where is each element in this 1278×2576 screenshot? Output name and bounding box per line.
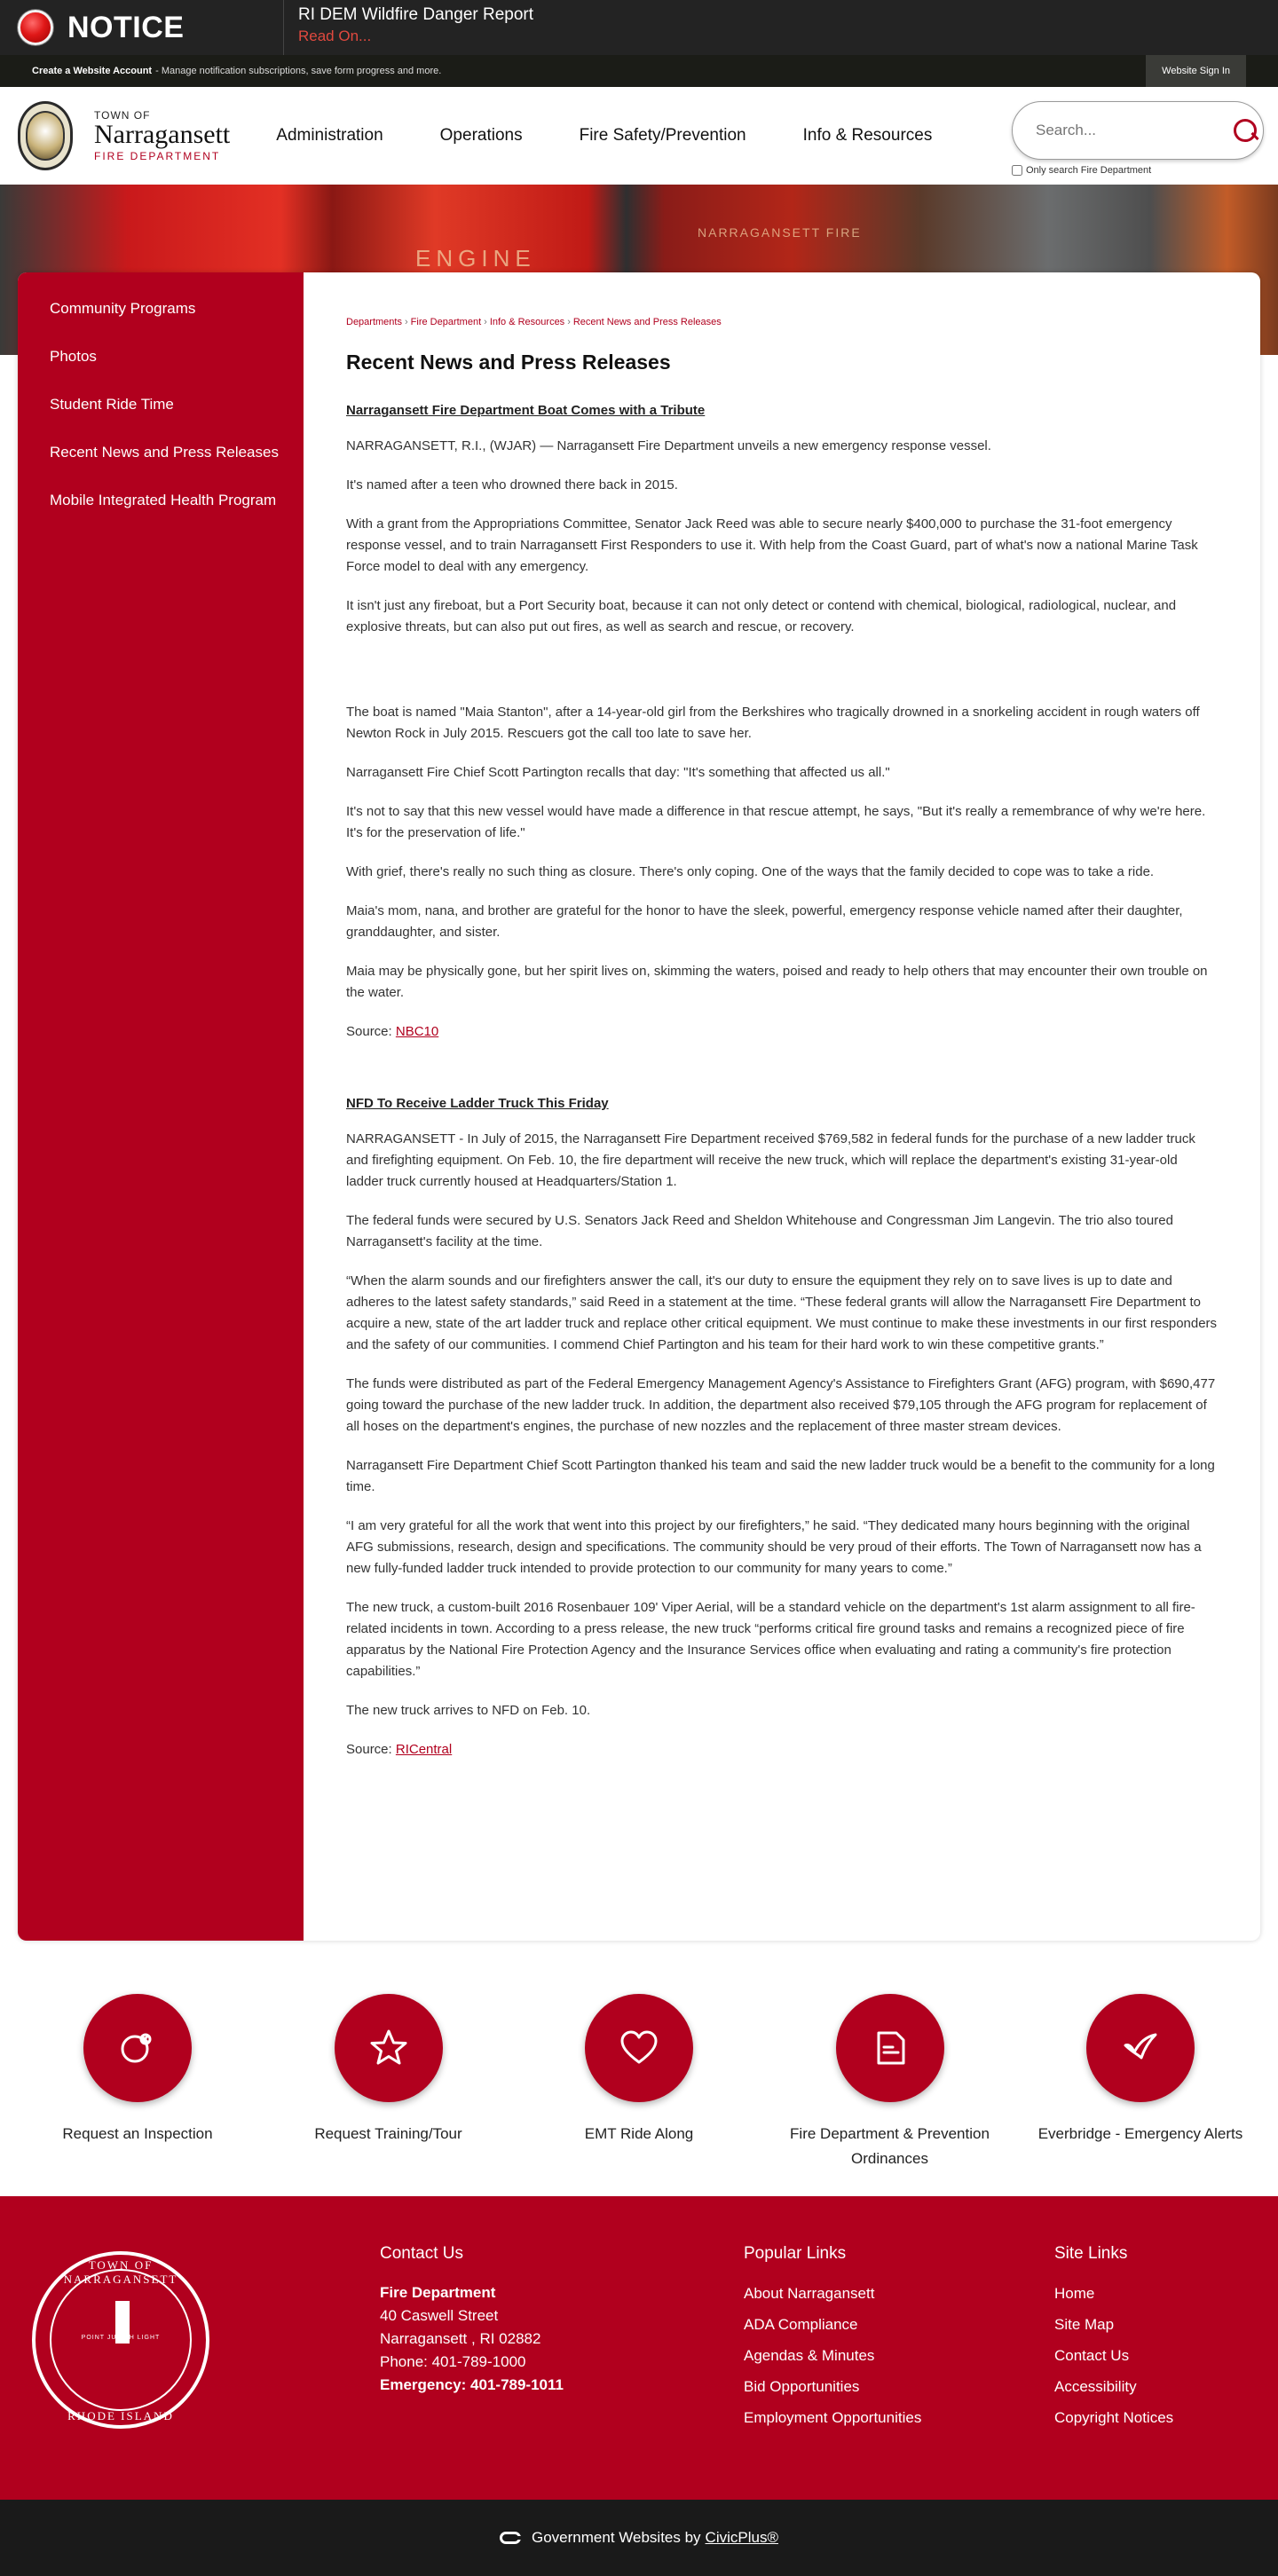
only-search-option bbox=[1012, 165, 1264, 176]
quick-link-circle[interactable] bbox=[585, 1994, 693, 2102]
document-icon bbox=[868, 2026, 912, 2070]
footer-link-ada[interactable]: ADA Compliance bbox=[744, 2316, 858, 2333]
page-wrap bbox=[0, 272, 1278, 1941]
civicplus-text: Government Websites by bbox=[532, 2529, 701, 2546]
notice-read-on-link[interactable]: Read On... bbox=[298, 28, 372, 44]
content-card bbox=[18, 272, 1260, 1941]
article-paragraph: Narragansett Fire Chief Scott Partington recalls that day: "It's something that affected us all." bbox=[346, 765, 890, 780]
heart-icon bbox=[617, 2026, 661, 2070]
breadcrumb-fire-department[interactable]: Fire Department bbox=[410, 317, 482, 327]
article-paragraph: The funds were distributed as part of the Federal Emergency Management Agency's Assistance to Firefighters Grant (AFG) program, with $690,477 going toward the purchase of the new ladder truck. In addition, the department also received $79,105 through the AFG program for replacement of all hoses on the department's engines, the purchase of new nozzles and the replacement of three master stream devices. bbox=[346, 1376, 1216, 1434]
quick-link-circle[interactable] bbox=[1086, 1994, 1195, 2102]
nav-fire-safety-prevention[interactable]: Fire Safety/Prevention bbox=[579, 126, 746, 145]
main-content bbox=[304, 272, 1260, 1941]
source-label: Source: bbox=[346, 1024, 396, 1039]
quick-link-label: Fire Department & Prevention Ordinances bbox=[790, 2125, 990, 2167]
article-paragraph: It's not to say that this new vessel would have made a difference in that rescue attempt, he says, "But it's really a remembrance of why we're here. It's for the preservation of life." bbox=[346, 804, 1206, 840]
article-source bbox=[346, 1739, 1218, 1761]
only-search-checkbox[interactable] bbox=[1012, 165, 1022, 176]
quick-link-label: Request Training/Tour bbox=[314, 2125, 462, 2142]
quick-link-label: Request an Inspection bbox=[62, 2125, 213, 2142]
search-icon[interactable] bbox=[1232, 117, 1243, 144]
alert-icon bbox=[1118, 2026, 1163, 2070]
notice-label-area bbox=[0, 0, 284, 55]
source-label: Source: bbox=[346, 1742, 396, 1757]
article-title: NFD To Receive Ladder Truck This Friday bbox=[346, 1096, 609, 1111]
notice-bar bbox=[0, 0, 1278, 55]
footer-link-contact[interactable]: Contact Us bbox=[1054, 2347, 1130, 2364]
quick-link-everbridge[interactable] bbox=[1030, 1994, 1251, 2196]
breadcrumb: Departments › Fire Department › Info & Resources › Recent News and Press Releases bbox=[346, 317, 722, 327]
quick-link-request-training[interactable] bbox=[278, 1994, 500, 2196]
create-account-link[interactable]: Create a Website Account bbox=[32, 66, 153, 76]
alert-dot-icon bbox=[18, 10, 53, 45]
footer-link-copyright[interactable]: Copyright Notices bbox=[1054, 2409, 1174, 2426]
site-footer bbox=[0, 2196, 1278, 2500]
source-link-ricentral[interactable]: RICentral bbox=[395, 1742, 453, 1757]
contact-address-line: Narragansett , RI 02882 bbox=[380, 2330, 541, 2347]
town-seal-logo[interactable] bbox=[18, 101, 73, 170]
site-logo-text[interactable] bbox=[94, 110, 230, 162]
sidebar-item-photos[interactable]: Photos bbox=[50, 348, 97, 365]
contact-address-line: 40 Caswell Street bbox=[380, 2307, 499, 2324]
quick-link-request-inspection[interactable] bbox=[27, 1994, 248, 2196]
footer-link-about[interactable]: About Narragansett bbox=[744, 2285, 875, 2302]
sidebar-item-mobile-integrated-health[interactable]: Mobile Integrated Health Program bbox=[50, 492, 277, 508]
footer-link-accessibility[interactable]: Accessibility bbox=[1054, 2378, 1137, 2395]
source-link-nbc10[interactable]: NBC10 bbox=[395, 1024, 439, 1039]
footer-link-bids[interactable]: Bid Opportunities bbox=[744, 2378, 860, 2395]
seal-bottom-text: RHODE ISLAND bbox=[67, 2409, 174, 2422]
search-box bbox=[1012, 101, 1264, 160]
article-paragraph: Maia's mom, nana, and brother are grateful for the honor to have the sleek, powerful, emergency response vehicle named after their daughter, granddaughter, and sister. bbox=[346, 903, 1183, 940]
footer-heading: Popular Links bbox=[744, 2244, 847, 2263]
footer-site-links bbox=[1054, 2244, 1232, 2500]
sidebar-item-student-ride-time[interactable]: Student Ride Time bbox=[50, 396, 174, 413]
article-paragraph: Narragansett Fire Department Chief Scott Partington thanked his team and said the new ladder truck would be a benefit to the community for a long time. bbox=[346, 1458, 1215, 1494]
nav-info-resources[interactable]: Info & Resources bbox=[802, 126, 933, 145]
article-paragraph: The federal funds were secured by U.S. Senators Jack Reed and Sheldon Whitehouse and Congressman Jim Langevin. The trio also toured Narragansett's facility at the time. bbox=[346, 1213, 1173, 1249]
contact-emergency: Emergency: 401-789-1011 bbox=[380, 2376, 564, 2393]
article-paragraph: “When the alarm sounds and our firefighters answer the call, it's our duty to ensure the equipment they rely on to save lives is up to date and adheres to the latest safety standards,” said Reed in a statement at the time. “These federal grants will allow the Narragansett Fire Department to acquire a new, state of the art ladder truck and replace other critical equipment. We must continue to make these investments in our first responders and the safety of our communities. I commend Chief Partington and his team for their hard work to win these competitive grants.” bbox=[346, 1273, 1218, 1352]
breadcrumb-info-resources[interactable]: Info & Resources bbox=[489, 317, 565, 327]
website-sign-in-button[interactable]: Website Sign In bbox=[1146, 55, 1246, 87]
article-paragraph: Maia may be physically gone, but her spirit lives on, skimming the waters, poised and ready to help others that may encounter their own trouble on the water. bbox=[346, 964, 1208, 1000]
article-paragraph: It isn't just any fireboat, but a Port Security boat, because it can not only detect or contend with chemical, biological, radiological, nuclear, and explosive threats, but can also put out fires, as well as search and rescue, or recovery. bbox=[346, 598, 1177, 634]
article-paragraph: “I am very grateful for all the work that went into this project by our firefighters,” he said. “They dedicated many hours beginning with the original AFG submissions, research, design and specifications. The community should be very proud of their efforts. The Town of Narragansett now has a new fully-funded ladder truck intended to provide protection to our community for many years to come.” bbox=[346, 1518, 1202, 1576]
seal-top-text: TOWN OF NARRAGANSETT bbox=[63, 2258, 178, 2286]
sidebar-item-community-programs[interactable]: Community Programs bbox=[50, 300, 196, 317]
search-area bbox=[1012, 101, 1264, 176]
article-source bbox=[346, 1021, 1218, 1043]
article-paragraph: With grief, there's really no such thing as closure. There's only coping. One of the ways that the family decided to cope was to take a ride. bbox=[346, 864, 1155, 879]
sidebar-nav bbox=[18, 272, 304, 1941]
civicplus-link[interactable]: CivicPlus® bbox=[705, 2529, 778, 2546]
article-paragraph: The new truck, a custom-built 2016 Rosenbauer 109' Viper Aerial, will be a standard vehicle on the department's 1st alarm assignment to all fire-related incidents in town. According to a press release, the new truck “performs critical fire ground tasks and remains a recognized piece of fire apparatus by the National Fire Protection Agency and the Insurance Services office when evaluating and rating a community's fire protection capabilities.” bbox=[346, 1600, 1195, 1679]
page-title: Recent News and Press Releases bbox=[346, 351, 671, 374]
notice-title: NOTICE bbox=[67, 10, 185, 44]
star-icon bbox=[367, 2026, 411, 2070]
logo-town-of: TOWN OF bbox=[94, 108, 151, 122]
quick-link-emt-ride-along[interactable] bbox=[528, 1994, 750, 2196]
article-paragraph: The boat is named "Maia Stanton", after a 14-year-old girl from the Berkshires who tragically drowned in a snorkeling accident in rough waters off Newton Rock in July 2015. Rescuers got the call too late to save her. bbox=[346, 705, 1200, 741]
quick-link-circle[interactable] bbox=[83, 1994, 192, 2102]
quick-link-label: EMT Ride Along bbox=[584, 2125, 694, 2142]
account-description: - Manage notification subscriptions, save form progress and more. bbox=[155, 66, 442, 76]
quick-link-ordinances[interactable] bbox=[779, 1994, 1001, 2196]
footer-link-agendas[interactable]: Agendas & Minutes bbox=[744, 2347, 875, 2364]
article-paragraph: NARRAGANSETT - In July of 2015, the Narragansett Fire Department received $769,582 in federal funds for the purchase of a new ladder truck and firefighting equipment. On Feb. 10, the fire department will receive the new truck, which will replace the department's existing 31-year-old ladder truck currently housed at Headquarters/Station 1. bbox=[346, 1131, 1195, 1189]
logo-town-name: Narragansett bbox=[94, 120, 231, 150]
banner-engine-text: ENGINE bbox=[415, 245, 536, 272]
footer-town-seal bbox=[32, 2251, 209, 2429]
breadcrumb-departments[interactable]: Departments bbox=[346, 317, 402, 327]
article-paragraph: It's named after a teen who drowned there back in 2015. bbox=[346, 477, 678, 492]
quick-link-label: Everbridge - Emergency Alerts bbox=[1037, 2125, 1243, 2142]
breadcrumb-recent-news[interactable]: Recent News and Press Releases bbox=[572, 317, 722, 327]
notice-content bbox=[284, 0, 533, 55]
notice-headline: RI DEM Wildfire Danger Report bbox=[298, 5, 534, 24]
contact-name: Fire Department bbox=[380, 2284, 496, 2301]
quick-link-circle[interactable] bbox=[836, 1994, 944, 2102]
civicplus-bar bbox=[0, 2500, 1278, 2576]
article-paragraph: The new truck arrives to NFD on Feb. 10. bbox=[346, 1703, 591, 1718]
footer-heading: Site Links bbox=[1054, 2244, 1128, 2263]
footer-heading: Contact Us bbox=[380, 2244, 463, 2263]
footer-link-site-map[interactable]: Site Map bbox=[1054, 2316, 1115, 2333]
nav-administration[interactable]: Administration bbox=[276, 126, 383, 145]
search-input[interactable] bbox=[1036, 122, 1232, 139]
main-nav bbox=[276, 126, 989, 146]
footer-link-employment[interactable]: Employment Opportunities bbox=[744, 2409, 922, 2426]
nav-operations[interactable]: Operations bbox=[439, 126, 523, 145]
article-title: Narragansett Fire Department Boat Comes with a Tribute bbox=[346, 403, 706, 418]
banner-truck-text: NARRAGANSETT FIRE bbox=[698, 225, 862, 240]
article-paragraph: With a grant from the Appropriations Committee, Senator Jack Reed was able to secure nearly $400,000 to purchase the 31-foot emergency response vessel, and to train Narragansett First Responders to use it. With help from the Coast Guard, part of what's now a national Marine Task Force model to deal with any emergency. bbox=[346, 516, 1198, 574]
contact-phone: Phone: 401-789-1000 bbox=[380, 2353, 526, 2370]
quick-links bbox=[0, 1941, 1278, 2196]
logo-department: FIRE DEPARTMENT bbox=[94, 149, 221, 162]
quick-link-circle[interactable] bbox=[335, 1994, 443, 2102]
sidebar-item-recent-news[interactable]: Recent News and Press Releases bbox=[50, 444, 279, 461]
civicplus-icon bbox=[500, 2532, 521, 2544]
account-bar bbox=[0, 55, 1278, 87]
seal-caption: POINT JUDITH LIGHT bbox=[81, 2335, 161, 2341]
site-header bbox=[0, 87, 1278, 185]
inspection-icon bbox=[115, 2026, 160, 2070]
footer-popular-links bbox=[744, 2244, 1054, 2500]
article-paragraph: NARRAGANSETT, R.I., (WJAR) — Narragansett Fire Department unveils a new emergency response vessel. bbox=[346, 438, 991, 453]
footer-link-home[interactable]: Home bbox=[1054, 2285, 1095, 2302]
only-search-label: Only search Fire Department bbox=[1026, 165, 1152, 176]
footer-contact bbox=[380, 2244, 744, 2500]
